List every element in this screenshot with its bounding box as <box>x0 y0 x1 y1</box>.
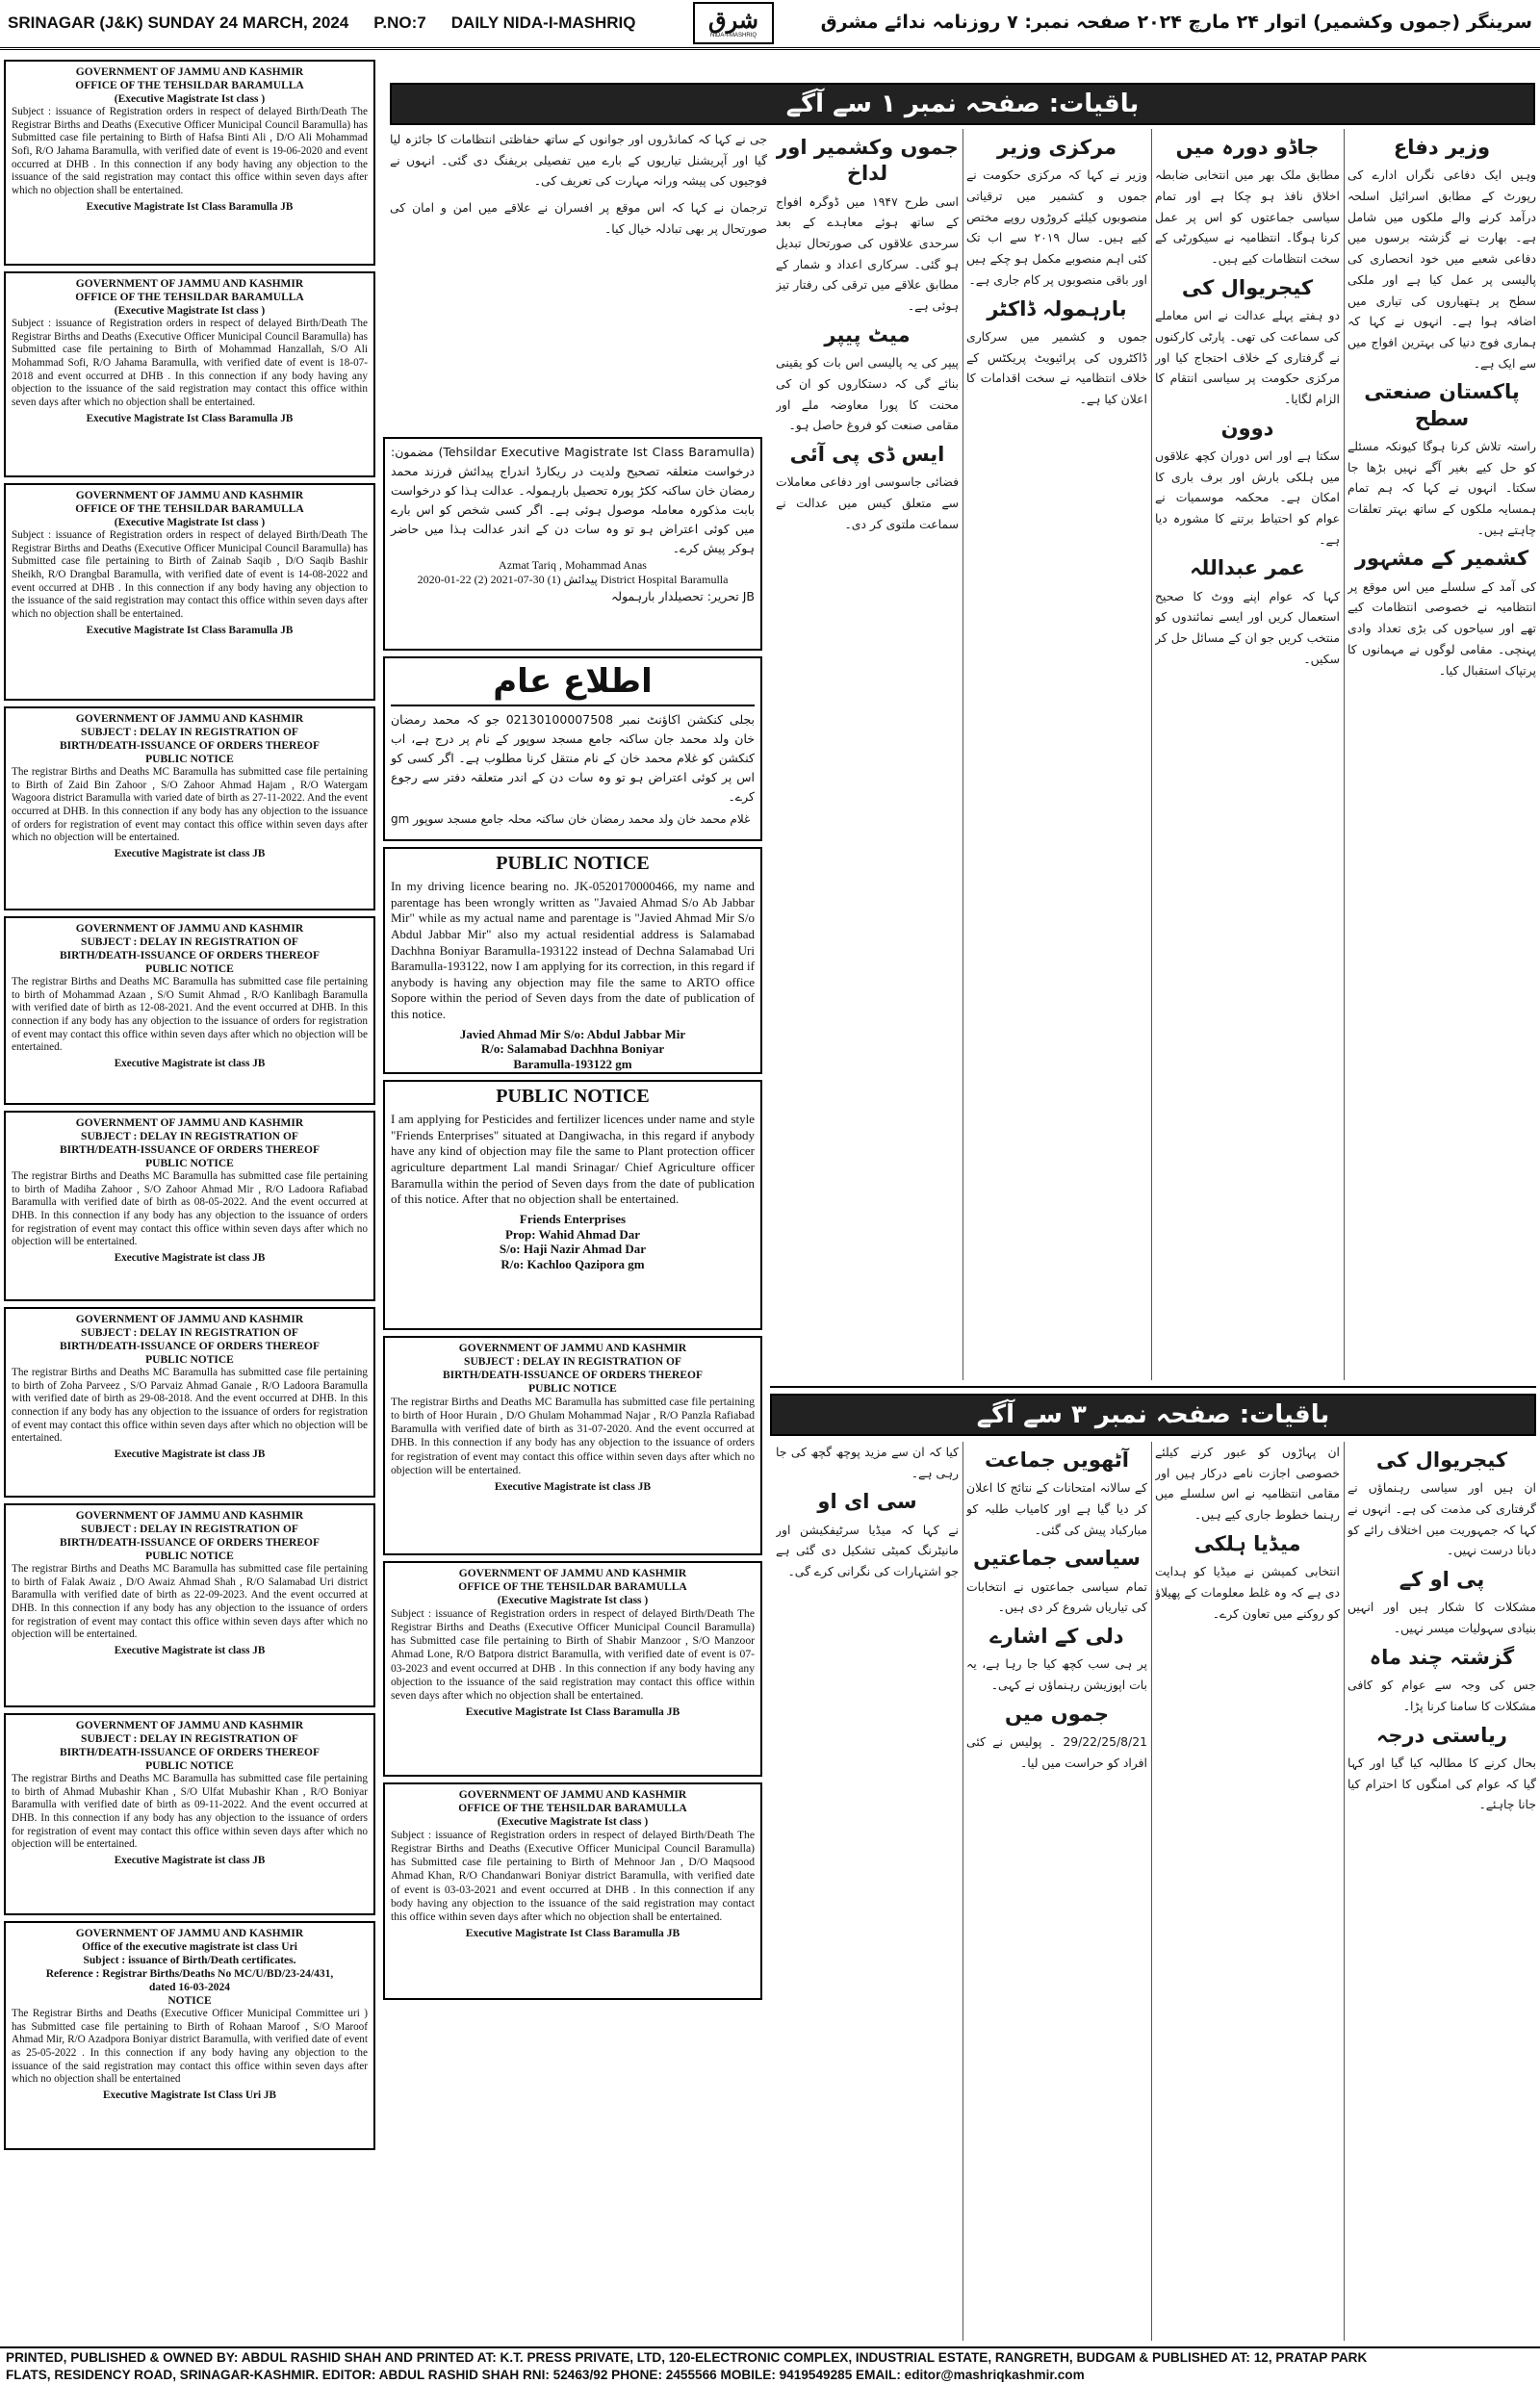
notice-body: The registrar Births and Deaths MC Baramulla has submitted case file pertaining to birth of Ahmad Mubashir Khan , S/O Ulfat Mubashir Khan , R/O Boniyar Baramulla with verified date of birth as 09-11-2022. And the event occurred at DHB. In this connection if any body has any objection to the issuance of orders for registration of event may contact this office within seven days after which no objection will be entertained. <box>12 1773 368 1851</box>
notice-head-line: BIRTH/DEATH-ISSUANCE OF ORDERS THEREOF <box>59 1537 320 1550</box>
public-notice-signature <box>391 1212 755 1272</box>
column-rule <box>1344 129 1345 1380</box>
notice-box <box>4 1503 375 1707</box>
signature-line: Prop: Wahid Ahmad Dar <box>504 1226 641 1242</box>
left-notices-column <box>4 60 375 2341</box>
urdu-paragraph: راستہ تلاش کرنا ہوگا کیونکہ مسئلے کو حل کیے بغیر آگے نہیں بڑھا جا سکتا۔ انہوں نے کہا کہ ہم تمام ہمسایہ ملکوں کے ساتھ بہتر تعلقات چاہتے ہیں۔ <box>1348 438 1536 537</box>
notice-head-line: GOVERNMENT OF JAMMU AND KASHMIR <box>458 1343 687 1354</box>
urdu-column <box>776 129 959 1380</box>
footer-line: PRINTED, PUBLISHED & OWNED BY: ABDUL RASHID SHAH AND PRINTED AT: K.T. PRESS PRIVATE, LTD, 120-ELECTRONIC COMPLEX, INDUSTRIAL ESTATE, RANGRETH, BUDGAM & PUBLISHED AT: 12, PRATAP PARK <box>6 2350 1368 2365</box>
tehsildar-dates: پیدائش (1) 30-07-2021 (2) 22-01-2020 District Hospital Baramulla <box>417 573 729 586</box>
signature-line: Javied Ahmad Mir S/o: Abdul Jabbar Mir <box>459 1026 686 1041</box>
notice-heading <box>391 1342 755 1396</box>
notice-body: The Registrar Births and Deaths (Executive Officer Municipal Committee uri ) has Submitted case file pertaining to Birth of Rohaan Maroof , S/O Maroof Ahmad Mir, R/O Azadpora Boniyar district Baramulla, with verified date of event as 25-05-2022 . In this connection if any body having any objection to the issuance of the said registration may contact this office within seven days after which no objection shall be entertained <box>12 2008 368 2086</box>
notice-signature: Executive Magistrate ist class JB <box>114 1058 266 1069</box>
notice-head-line: GOVERNMENT OF JAMMU AND KASHMIR <box>75 1117 304 1129</box>
notice-heading <box>12 712 368 766</box>
notice-head-line: GOVERNMENT OF JAMMU AND KASHMIR <box>75 278 304 290</box>
public-notice-body: In my driving licence bearing no. JK-0520170000466, my name and parentage has been wrongly written as "Javaied Ahmad S/o Ab Jabbar Mir" while as my actual name and parentage is "Javied Ahmad Mir S/o Abdul Jabbar Mir" also my actual residential address is Salamabad Dachhna Boniyar Baramulla-193122 instead of Dechna Salamabad Uri Baramulla-193122, now I am applying for its correction, in this regard if anybody is having any objection may file the same to ARTO office Sopore within the period of Seven days from the date of publication of this notice. <box>391 879 755 1021</box>
header-left <box>8 13 636 33</box>
notice-heading <box>391 1788 755 1829</box>
notice-heading <box>12 1719 368 1773</box>
public-notice-fertilizer <box>383 1080 762 1330</box>
notice-head-line: BIRTH/DEATH-ISSUANCE OF ORDERS THEREOF <box>59 1341 320 1353</box>
notice-heading <box>12 1509 368 1563</box>
urdu-paragraph: ان پہاڑوں کو عبور کرنے کیلئے خصوصی اجازت نامے درکار ہیں اور مقامی انتظامیہ نے اس سلسلے میں رہنما خطوط جاری کیے ہیں۔ <box>1155 1445 1340 1523</box>
notice-box <box>4 60 375 266</box>
notice-signature: Executive Magistrate ist class JB <box>114 1252 266 1264</box>
urdu-lower-banner: باقیات: صفحہ نمبر ۳ سے آگے <box>770 1394 1536 1436</box>
page-footer <box>0 2346 1540 2384</box>
notice-box <box>4 916 375 1105</box>
notice-body: Subject : issuance of Registration orders in respect of delayed Birth/Death The Registrar Births and Deaths (Executive Officer Municipal Council Baramulla) has Submitted case file pertaining to Birth of Mohammad Hanzallah, S/O Ali Mohammad Sofi, R/O Jahama Baramulla, with verified date of event is 18-07-2018 and event occurred at DHB . In this connection if any body having any objection to the issuance of the said registration may contact this office within seven days after which no objection shall be entertained. <box>12 318 368 408</box>
notice-body: The registrar Births and Deaths MC Baramulla has submitted case file pertaining to birth of Zoha Parveez , S/O Parvaiz Ahmad Ganaie , R/O Ladoora Baramulla with verified date of birth as 29-08-2018. And the event occurred at DHB. In this connection if any body has any objection to the issuance of orders for registration of event may contact this office within seven days after which no objection will be entertained. <box>12 1367 368 1445</box>
urdu-headline: آٹھویں جماعت <box>985 1448 1129 1472</box>
notice-box <box>383 1782 762 2000</box>
notice-head-line: (Executive Magistrate Ist class ) <box>497 1595 649 1607</box>
urdu-paragraph: اسی طرح ۱۹۴۷ میں ڈوگرہ افواج کے ساتھ ہوئے معاہدے کے بعد سرحدی علاقوں کی صورتحال تبدیل ہو گئی۔ سرکاری اعداد و شمار کے مطابق علاقے میں ترقی کی رفتار تیز ہوئی ہے۔ <box>776 193 959 314</box>
notice-box <box>383 1336 762 1555</box>
urdu-headline: میڈیا ہلکی <box>1194 1531 1301 1555</box>
public-notice-title: PUBLIC NOTICE <box>496 1086 650 1107</box>
signature-line: R/o: Salamabad Dachhna Boniyar <box>480 1041 665 1057</box>
urdu-paragraph: انتخابی کمیشن نے میڈیا کو ہدایت دی ہے کہ وہ غلط معلومات کے پھیلاؤ کو روکنے میں تعاون کرے۔ <box>1155 1564 1340 1621</box>
notice-box <box>4 271 375 477</box>
notice-head-line: Subject : issuance of Birth/Death certificates. <box>83 1955 296 1967</box>
notice-head-line: GOVERNMENT OF JAMMU AND KASHMIR <box>75 1510 304 1522</box>
urdu-headline: مرکزی وزیر <box>997 136 1116 159</box>
urdu-headline: سیاسی جماعتیں <box>973 1547 1141 1571</box>
notice-head-line: GOVERNMENT OF JAMMU AND KASHMIR <box>75 1314 304 1325</box>
urdu-paragraph: نے کہا کہ میڈیا سرٹیفکیشن اور مانیٹرنگ کمیٹی تشکیل دی گئی ہے جو اشتہارات کی نگرانی کرے گی۔ <box>776 1522 959 1579</box>
urdu-paragraph: سکتا ہے اور اس دوران کچھ علاقوں میں ہلکی بارش اور برف باری کا امکان ہے۔ محکمہ موسمیات نے عوام کو احتیاط برتنے کا مشورہ دیا ہے۔ <box>1155 448 1340 547</box>
section-rule <box>770 1386 1536 1388</box>
notice-head-line: SUBJECT : DELAY IN REGISTRATION OF <box>81 1327 298 1340</box>
notice-head-line: BIRTH/DEATH-ISSUANCE OF ORDERS THEREOF <box>59 740 320 753</box>
notice-head-line: Office of the executive magistrate ist class Uri <box>82 1941 297 1954</box>
urdu-paragraph: جموں و کشمیر میں سرکاری ڈاکٹروں کی پرائیویٹ پریکٹس کے خلاف انتظامیہ نے سخت اقدامات کا اعلان کیا ہے۔ <box>966 328 1147 406</box>
notice-head-line: BIRTH/DEATH-ISSUANCE OF ORDERS THEREOF <box>59 1747 320 1759</box>
tehsildar-signature: JB تحریر: تحصیلدار بارہمولہ <box>610 589 755 603</box>
place-date: SRINAGAR (J&K) SUNDAY 24 MARCH, 2024 <box>8 13 349 32</box>
notice-heading <box>12 1927 368 2008</box>
itlaa-aam-notice <box>383 656 762 841</box>
notice-head-line: SUBJECT : DELAY IN REGISTRATION OF <box>81 936 298 949</box>
notice-signature: Executive Magistrate Ist Class Baramulla JB <box>465 1705 680 1719</box>
notice-head-line: GOVERNMENT OF JAMMU AND KASHMIR <box>75 1928 304 1939</box>
urdu-masthead: سرینگر (جموں وکشمیر) اتوار ۲۴ مارچ ۲۰۲۴ صفحہ نمبر: ۷ روزنامہ ندائے مشرق <box>820 12 1532 33</box>
notice-signature: Executive Magistrate Ist Class Baramulla JB <box>86 200 294 213</box>
page-number: P.NO:7 <box>373 13 426 32</box>
notice-head-line: PUBLIC NOTICE <box>145 1760 234 1773</box>
signature-line: S/o: Haji Nazir Ahmad Dar <box>499 1242 647 1257</box>
urdu-headline: بارہمولہ ڈاکٹر <box>987 296 1127 320</box>
urdu-paragraph: 29/22/25/8/21 ۔ پولیس نے کئی افراد کو حراست میں لیا۔ <box>966 1734 1147 1770</box>
urdu-paragraph: مطابق ملک بھر میں انتخابی ضابطہ اخلاق نافذ ہو چکا ہے اور تمام سیاسی جماعتوں کو اس پر عمل کرنا ہوگا۔ انتظامیہ نے سیکورٹی کے سخت انتظامات کیے ہیں۔ <box>1155 167 1340 267</box>
notice-body: Subject : issuance of Registration orders in respect of delayed Birth/Death The Registrar Births and Deaths (Executive Officer Municipal Council Baramulla) has Submitted case file pertaining to Birth of Mehnoor Jan , D/O Maqsood Ahmad Khan, R/O Chandanwari Boniyar district Baramulla, with verified date of event is 03-03-2021 and event occurred at DHB . In this connection if any body having any objection to the issuance of the said registration may contact this office within seven days after which no objection shall be entertained. <box>391 1829 755 1923</box>
urdu-headline: گزشتہ چند ماہ <box>1369 1645 1515 1669</box>
notice-head-line: BIRTH/DEATH-ISSUANCE OF ORDERS THEREOF <box>59 950 320 962</box>
notice-head-line: Reference : Registrar Births/Deaths No MC/U/BD/23-24/431, <box>45 1968 334 1981</box>
urdu-paragraph: کیا کہ ان سے مزید پوچھ گچھ کی جا رہی ہے۔ <box>776 1445 959 1480</box>
urdu-column <box>1348 1442 1536 2341</box>
column-rule <box>962 1442 963 2341</box>
notice-heading <box>12 1116 368 1170</box>
notice-head-line: OFFICE OF THE TEHSILDAR BARAMULLA <box>75 292 304 304</box>
notice-body: The registrar Births and Deaths MC Baramulla has submitted case file pertaining to Birth of Zaid Bin Zahoor , S/O Zahoor Ahmad Hajam , R/O Watergam Wagoora district Baramulla with varied date of birth as 27-11-2022. And the event occurred at DHB. In this connection if any body has any objection to the issuance of orders for registration of event may contact this office within seven days after which no objection will be entertained. <box>12 766 368 844</box>
notice-signature: Executive Magistrate ist class JB <box>494 1479 652 1493</box>
logo-subtext: NIDA-I-MASHRIQ <box>710 33 757 38</box>
urdu-paragraph: کہا کہ عوام اپنے ووٹ کا صحیح استعمال کریں اور ایسے نمائندوں کو منتخب کریں جو ان کے مسائل حل کر سکیں۔ <box>1155 588 1340 666</box>
public-notice-signature <box>391 1027 755 1073</box>
urdu-headline: پاکستان صنعتی سطح <box>1364 380 1520 430</box>
public-notice-title: PUBLIC NOTICE <box>496 853 650 874</box>
tehsildar-text: (Tehsildar Executive Magistrate Ist Class Baramulla) مضمون: درخواست متعلقہ تصحیح ولدیت در ریکارڈ اندراج پیدائش فرزند محمد رمضان خان ساکنہ ککڑ پورہ تحصیل بارہمولہ۔ عدالت ہذا کو درخواست بابت مذکورہ معاملہ موصول ہوئی ہے۔ اگر کسی شخص کو اس بارے میں کوئی اعتراض ہو تو وہ سات دن کے اندر عدالت ہذا میں حاضر ہوکر پیش کرے۔ <box>391 445 755 555</box>
notice-head-line: OFFICE OF THE TEHSILDAR BARAMULLA <box>75 503 304 516</box>
page-header <box>0 0 1540 50</box>
signature-line: R/o: Kachloo Qazipora gm <box>500 1257 645 1272</box>
urdu-paragraph: مشکلات کا شکار ہیں اور انہیں بنیادی سہولیات میسر نہیں۔ <box>1348 1600 1536 1636</box>
urdu-headline: ریاستی درجہ <box>1376 1723 1507 1747</box>
notice-box <box>4 1307 375 1498</box>
urdu-column <box>1155 1442 1340 2341</box>
notice-head-line: (Executive Magistrate Ist class ) <box>497 1816 649 1829</box>
urdu-column <box>1155 129 1340 1380</box>
logo-text: شرق <box>708 6 758 34</box>
notice-head-line: PUBLIC NOTICE <box>145 963 234 976</box>
urdu-column <box>390 129 767 431</box>
notice-heading <box>12 489 368 529</box>
urdu-paragraph: جی نے کہا کہ کمانڈروں اور جوانوں کے ساتھ حفاظتی انتظامات کا جائزہ لیا گیا اور آپریشنل تیاریوں کے بارے میں تفصیلی بریفنگ دی گئی۔ انہوں نے فوجیوں کی پیشہ ورانہ مہارت کی تعریف کی۔ <box>390 132 767 189</box>
notice-head-line: PUBLIC NOTICE <box>145 754 234 766</box>
footer-line: FLATS, RESIDENCY ROAD, SRINAGAR-KASHMIR. EDITOR: ABDUL RASHID SHAH RNI: 52463/92 PHONE: 2455566 MOBILE: 9419549285 EMAIL: editor@mashriqkashmir.com <box>6 2368 1085 2382</box>
notice-signature: Executive Magistrate ist class JB <box>114 1448 266 1460</box>
notice-head-line: OFFICE OF THE TEHSILDAR BARAMULLA <box>75 80 304 92</box>
column-rule <box>1344 1442 1345 2341</box>
itlaa-aam-title: اطلاع عام <box>391 662 755 706</box>
notice-head-line: OFFICE OF THE TEHSILDAR BARAMULLA <box>458 1803 687 1815</box>
masthead-logo <box>693 2 774 44</box>
urdu-headline: دوون <box>1220 416 1274 440</box>
notice-signature: Executive Magistrate ist class JB <box>114 1645 266 1656</box>
notice-signature: Executive Magistrate ist class JB <box>114 848 266 859</box>
urdu-headline: وزیر دفاع <box>1393 136 1491 159</box>
urdu-paragraph: پیپر کی یہ پالیسی اس بات کو یقینی بنائے گی کہ دستکاروں کو ان کی محنت کا پورا معاوضہ ملے اور مقامی صنعت کو فروغ حاصل ہو۔ <box>776 355 959 433</box>
tehsildar-urdu-notice <box>383 437 762 651</box>
notice-box <box>4 706 375 910</box>
urdu-paragraph: پر ہی سب کچھ کیا جا رہا ہے، یہ بات اپوزیشن رہنماؤں نے کہی۔ <box>966 1656 1147 1693</box>
column-rule <box>962 129 963 1380</box>
notice-signature: Executive Magistrate Ist Class Baramulla JB <box>465 1927 680 1940</box>
notice-head-line: GOVERNMENT OF JAMMU AND KASHMIR <box>75 923 304 935</box>
urdu-headline: پی او کے <box>1399 1568 1485 1592</box>
urdu-headline: کیجریوال کی <box>1181 275 1314 299</box>
urdu-headline: سی ای او <box>817 1490 917 1514</box>
notice-body: The registrar Births and Deaths MC Baramulla has submitted case file pertaining to birth of Madiha Zahoor , S/O Zahoor Ahmad Mir , R/O Ladoora Rafiabad Baramulla with verified date of birth as 08-05-2022. And the event occurred at DHB. In this connection if any body has any objection to the issuance of orders for registration of event may contact this office within seven days after which no objection will be entertained. <box>12 1170 368 1248</box>
urdu-paragraph: کی آمد کے سلسلے میں اس موقع پر انتظامیہ نے خصوصی انتظامات کیے تھے اور سیاحوں کی بڑی تعداد وادی پہنچی۔ مقامی لوگوں نے مہمانوں کا پرتپاک استقبال کیا۔ <box>1348 578 1536 678</box>
urdu-headline: دلی کے اشارے <box>989 1625 1124 1649</box>
urdu-paragraph: دو ہفتے پہلے عدالت نے اس معاملے کی سماعت کی تھی۔ پارٹی کارکنوں نے گرفتاری کے خلاف احتجاج کیا اور مرکزی حکومت پر سیاسی انتقام کا الزام لگایا۔ <box>1155 308 1340 406</box>
notice-signature: Executive Magistrate ist class JB <box>114 1855 266 1866</box>
urdu-paragraph: ترجمان نے کہا کہ اس موقع پر افسران نے علاقے میں امن و امان کی صورتحال پر بھی تبادلہ خیال کیا۔ <box>390 200 767 236</box>
notice-body: The registrar Births and Deaths MC Baramulla has submitted case file pertaining to birth of Falak Awaiz , D/O Awaiz Ahmad Shah , R/O Salamabad Uri district Baramulla with verified date of birth as 22-09-2023. And the event occurred at DHB. In this connection if any body has any objection to the issuance of orders for registration of event may contact this office within seven days after which no objection will be entertained. <box>12 1563 368 1641</box>
notice-box <box>383 1561 762 1777</box>
urdu-column <box>1348 129 1536 1380</box>
notice-head-line: (Executive Magistrate Ist class ) <box>114 305 266 318</box>
urdu-headline: جاڈو دورہ میں <box>1175 136 1320 159</box>
notice-head-line: GOVERNMENT OF JAMMU AND KASHMIR <box>75 490 304 501</box>
column-rule <box>1151 129 1152 1380</box>
notice-head-line: PUBLIC NOTICE <box>528 1383 617 1396</box>
notice-head-line: SUBJECT : DELAY IN REGISTRATION OF <box>81 727 298 739</box>
notice-body: Subject : issuance of Registration orders in respect of delayed Birth/Death The Registrar Births and Deaths (Executive Officer Municipal Council Baramulla) has Submitted case file pertaining to Birth of Shabir Manzoor , S/O Manzoor Ahmad Lone, R/O Batpora district Baramulla, with verified date of event is 07-03-2023 and event occurred at DHB . In this connection if any body having any objection to the issuance of the said registration may contact this office within seven days after which no objection shall be entertained. <box>391 1607 755 1702</box>
urdu-headline: کشمیر کے مشہور <box>1354 547 1529 571</box>
urdu-column <box>966 1442 1147 2341</box>
notice-heading <box>12 922 368 976</box>
signature-line: Friends Enterprises <box>519 1211 627 1226</box>
column-rule <box>1151 1442 1152 2341</box>
urdu-paragraph: تمام سیاسی جماعتوں نے انتخابات کی تیاریاں شروع کر دی ہیں۔ <box>966 1578 1147 1615</box>
urdu-paragraph: وہیں ایک دفاعی نگراں ادارے کی رپورٹ کے مطابق اسرائیل اسلحہ درآمد کرنے والے ملکوں میں شامل ہے۔ بھارت نے گزشتہ برسوں میں دفاعی شعبے میں خود انحصاری کی پالیسی پر عمل کیا ہے اور ملکی سطح پر ہتھیاروں کی تیاری میں اضافہ ہوا ہے۔ انہوں نے کہا کہ ہماری فوج دنیا کی بہترین افواج میں سے ایک ہے۔ <box>1348 167 1536 371</box>
urdu-headline: جموں میں <box>1004 1702 1110 1726</box>
urdu-headline: میٹ پیپر <box>824 322 911 346</box>
notice-head-line: PUBLIC NOTICE <box>145 1158 234 1170</box>
notice-body: Subject : issuance of Registration orders in respect of delayed Birth/Death The Registrar Births and Deaths (Executive Officer Municipal Council Baramulla) has Submitted case file pertaining to Birth of Zainab Saqib , D/O Saqib Bashir Sheikh, R/O Drangbal Baramulla, with verified date of event is 14-08-2022 and event occurred at DHB . In this connection if any body having any objection to the issuance of the said registration may contact this office within seven days after which no objection shall be entertained. <box>12 529 368 620</box>
notice-head-line: SUBJECT : DELAY IN REGISTRATION OF <box>464 1356 681 1369</box>
urdu-paragraph: ان ہیں اور سیاسی رہنماؤں نے گرفتاری کی مذمت کی ہے۔ انہوں نے کہا کہ جمہوریت میں اختلاف رائے کو دبانا درست نہیں۔ <box>1348 1480 1536 1558</box>
notice-head-line: SUBJECT : DELAY IN REGISTRATION OF <box>81 1131 298 1143</box>
notice-head-line: GOVERNMENT OF JAMMU AND KASHMIR <box>75 66 304 78</box>
notice-head-line: GOVERNMENT OF JAMMU AND KASHMIR <box>75 1720 304 1731</box>
urdu-column <box>776 1442 959 2341</box>
notice-heading <box>391 1567 755 1607</box>
notice-head-line: BIRTH/DEATH-ISSUANCE OF ORDERS THEREOF <box>59 1144 320 1157</box>
notice-heading <box>12 1313 368 1367</box>
notice-body: Subject : issuance of Registration orders in respect of delayed Birth/Death The Registrar Births and Deaths (Executive Officer Municipal Council Baramulla) has Submitted case file pertaining to Birth of Hafsa Binti Ali , D/O Ali Mohammad Sofi, R/O Jahama Baramulla, with verified date of event is 19-06-2020 and event occurred at DHB . In this connection if any body having any objection to the issuance of the said registration may contact this office within seven days after which no objection shall be entertained. <box>12 106 368 196</box>
urdu-column <box>966 129 1147 1380</box>
urdu-headline: عمر عبداللہ <box>1190 556 1305 580</box>
notice-head-line: PUBLIC NOTICE <box>145 1354 234 1367</box>
notice-head-line: GOVERNMENT OF JAMMU AND KASHMIR <box>458 1568 687 1579</box>
notice-head-line: NOTICE <box>167 1995 212 2008</box>
notice-body: The registrar Births and Deaths MC Baramulla has submitted case file pertaining to birth of Mohammad Azaan , S/O Sumit Ahmad , R/O Kanlibagh Baramulla with verified date of birth as 12-08-2021. And the event occurred at DHB. In this connection if any body has any objection to the issuance of orders for registration of event may contact this office within seven days after which no objection will be entertained. <box>12 976 368 1054</box>
urdu-paragraph: فضائی جاسوسی اور دفاعی معاملات سے متعلق کیس میں عدالت نے سماعت ملتوی کر دی۔ <box>776 474 959 531</box>
notice-head-line: GOVERNMENT OF JAMMU AND KASHMIR <box>458 1789 687 1801</box>
notice-head-line: (Executive Magistrate Ist class ) <box>114 517 266 529</box>
urdu-headline: جموں وکشمیر اور لداخ <box>776 136 959 186</box>
itlaa-aam-text: بجلی کنکشن اکاؤنٹ نمبر 02130100007508 جو کہ محمد رمضان خان ولد محمد جان ساکنہ جامع مسجد سوپور کے نام پر درج ہے، اب کنکشن کو غلام محمد خان کے نام منتقل کرنا مطلوب ہے۔ اگر کسی کو اس پر کوئی اعتراض ہو تو وہ سات دن کے اندر متعلقہ دفتر سے رجوع کرے۔ <box>391 712 755 804</box>
public-notice-body: I am applying for Pesticides and fertilizer licences under name and style "Friends Enterprises" situated at Dangiwacha, in this regard if anybody have any kind of objection may file the same to Plant protection officer agriculture department Lal mandi Srinagar/ Chief Agriculture officer Baramulla within the period of Seven days from the date of publication of this notice. After that no objection shall be entertained. <box>391 1112 755 1207</box>
notice-signature: Executive Magistrate Ist Class Baramulla JB <box>86 412 294 424</box>
paper-name: DAILY NIDA-I-MASHRIQ <box>450 13 636 32</box>
public-notice-licence <box>383 847 762 1074</box>
urdu-headline: کیجریوال کی <box>1375 1448 1508 1472</box>
urdu-paragraph: وزیر نے کہا کہ مرکزی حکومت نے جموں و کشمیر میں ترقیاتی منصوبوں کیلئے کروڑوں روپے مختص کیے ہیں۔ سال ۲۰۱۹ سے اب تک کئی اہم منصوبے مکمل ہو چکے ہیں اور باقی منصوبوں پر کام جاری ہے۔ <box>966 167 1147 287</box>
notice-heading <box>12 65 368 106</box>
urdu-top-banner: باقیات: صفحہ نمبر ۱ سے آگے <box>390 83 1535 125</box>
notice-box <box>4 1111 375 1301</box>
notice-body: The registrar Births and Deaths MC Baramulla has submitted case file pertaining to birth of Hoor Hurain , D/O Ghulam Mohammad Najar , R/O Panzla Rafiabad Baramulla with verified date of birth as 31-07-2020. And the event occurred at DHB. In this connection if any body has any objection to the issuance of orders for registration of event may contact this office within seven days after which no objection will be entertained. <box>391 1396 755 1476</box>
urdu-paragraph: بحال کرنے کا مطالبہ کیا گیا اور کہا گیا کہ عوام کی امنگوں کا احترام کیا جانا چاہئے۔ <box>1348 1755 1536 1812</box>
notice-heading <box>12 277 368 318</box>
notice-box <box>4 1713 375 1915</box>
tehsildar-names: Azmat Tariq , Mohammad Anas <box>499 558 647 572</box>
signature-line: Baramulla-193122 gm <box>513 1057 632 1072</box>
notice-signature: Executive Magistrate Ist Class Uri JB <box>103 2089 276 2102</box>
urdu-paragraph: کے سالانہ امتحانات کے نتائج کا اعلان کر دیا گیا ہے اور کامیاب طلبہ کو مبارکباد پیش کی گئی۔ <box>966 1480 1147 1537</box>
notice-head-line: OFFICE OF THE TEHSILDAR BARAMULLA <box>458 1581 687 1594</box>
notice-head-line: PUBLIC NOTICE <box>145 1551 234 1563</box>
notice-box <box>4 483 375 701</box>
notice-signature: Executive Magistrate Ist Class Baramulla JB <box>86 624 294 636</box>
urdu-headline: ایس ڈی پی آئی <box>789 442 945 466</box>
urdu-paragraph: جس کی وجہ سے عوام کو کافی مشکلات کا سامنا کرنا پڑا۔ <box>1348 1678 1536 1713</box>
notice-box <box>4 1921 375 2150</box>
notice-head-line: SUBJECT : DELAY IN REGISTRATION OF <box>81 1733 298 1746</box>
itlaa-aam-signature: gm غلام محمد خان ولد محمد رمضان خان ساکنہ محلہ جامع مسجد سوپور <box>391 812 751 826</box>
notice-head-line: SUBJECT : DELAY IN REGISTRATION OF <box>81 1524 298 1536</box>
notice-head-line: (Executive Magistrate Ist class ) <box>114 93 266 106</box>
notice-head-line: GOVERNMENT OF JAMMU AND KASHMIR <box>75 713 304 725</box>
notice-head-line: dated 16-03-2024 <box>148 1982 230 1994</box>
notice-head-line: BIRTH/DEATH-ISSUANCE OF ORDERS THEREOF <box>442 1370 703 1382</box>
